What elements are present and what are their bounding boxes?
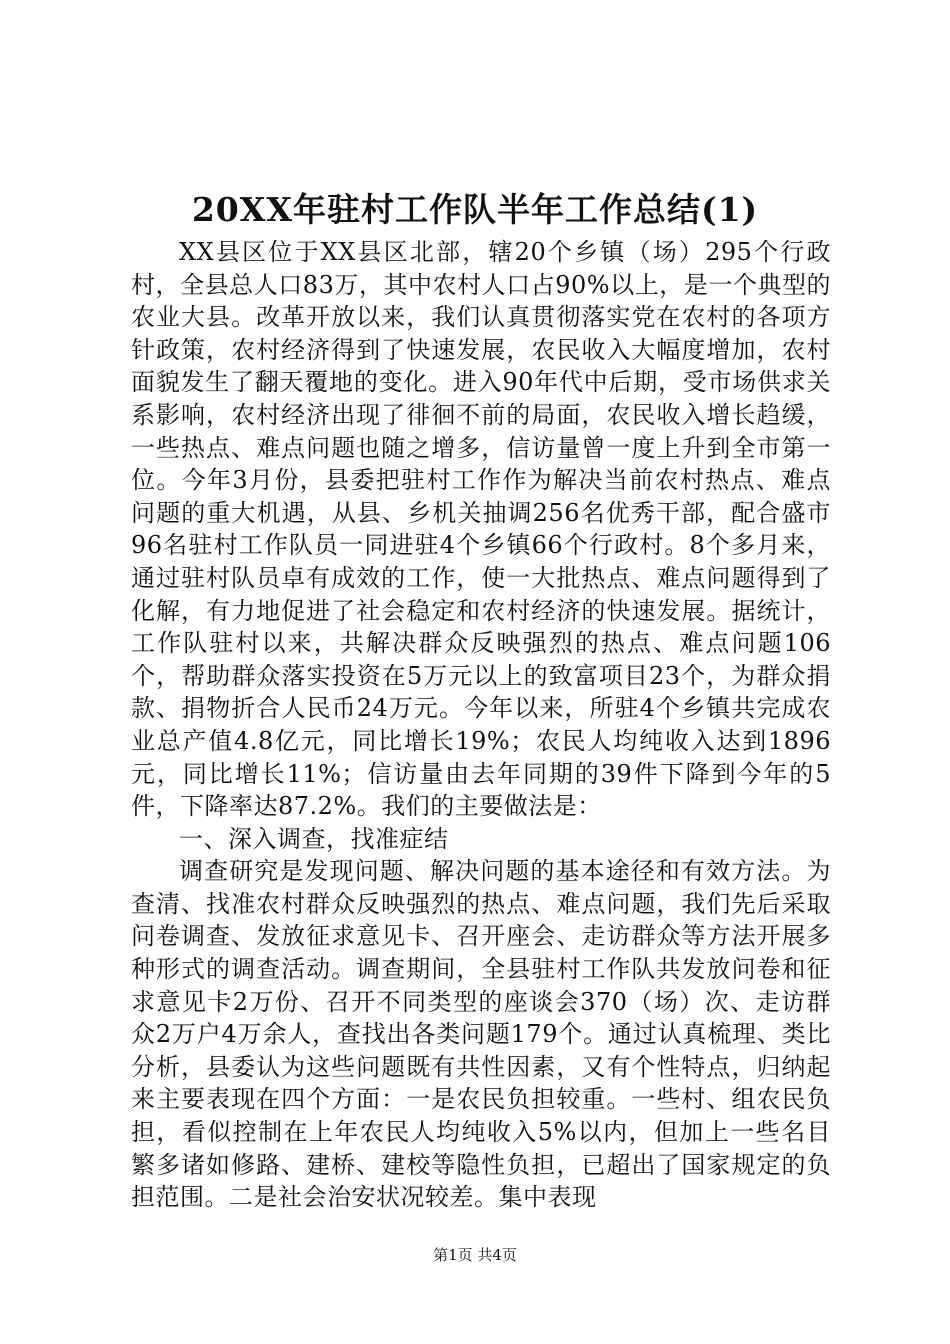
paragraph-section-1: 调查研究是发现问题、解决问题的基本途径和有效方法。为查清、找准农村群众反映强烈的热点、难点问题，我们先后采取问卷调查、发放征求意见卡、召开座会、走访群众等方法开展多种形式的调查活动。调查期间，全县驻村工作队共发放问卷和征求意见卡2万份、召开不同类型的座谈会370（场）次、走访群众2万户4万余人，查找出各类问题179个。通过认真梳理、类比分析，县委认为这些问题既有共性因素，又有个性特点，归纳起来主要表现在四个方面：一是农民负担较重。一些村、组农民负担，看似控制在上年农民人均纯收入5%以内，但加上一些名目繁多诸如修路、建桥、建校等隐性负担，已超出了国家规定的负担范围。二是社会治安状况较差。集中表现: [131, 857, 831, 1212]
document-title: 20XX年驻村工作队半年工作总结(1): [191, 190, 759, 229]
section-heading-1: 一、深入调查，找准症结: [179, 824, 449, 853]
paragraph-intro: XX县区位于XX县区北部，辖20个乡镇（场）295个行政村，全县总人口83万，其中农村人口占90%以上，是一个典型的农业大县。改革开放以来，我们认真贯彻落实党在农村的各项方针政策，农村经济得到了快速发展，农民收入大幅度增加，农村面貌发生了翻天覆地的变化。进入90年代中后期，受市场供求关系影响，农村经济出现了徘徊不前的局面，农民收入增长趋缓，一些热点、难点问题也随之增多，信访量曾一度上升到全市第一位。今年3月份，县委把驻村工作作为解决当前农村热点、难点问题的重大机遇，从县、乡机关抽调256名优秀干部，配合盛市96名驻村工作队员一同进驻4个乡镇66个行政村。8个多月来，通过驻村队员卓有成效的工作，使一大批热点、难点问题得到了化解，有力地促进了社会稳定和农村经济的快速发展。据统计，工作队驻村以来，共解决群众反映强烈的热点、难点问题106个，帮助群众落实投资在5万元以上的致富项目23个，为群众捐款、捐物折合人民币24万元。今年以来，所驻4个乡镇共完成农业总产值4.8亿元，同比增长19%；农民人均纯收入达到1896元，同比增长11%；信访量由去年同期的39件下降到今年的5件，下降率达87.2%。我们的主要做法是：: [131, 238, 831, 821]
page-footer: 第1页 共4页: [433, 1246, 517, 1264]
document-body: [131, 236, 831, 1214]
